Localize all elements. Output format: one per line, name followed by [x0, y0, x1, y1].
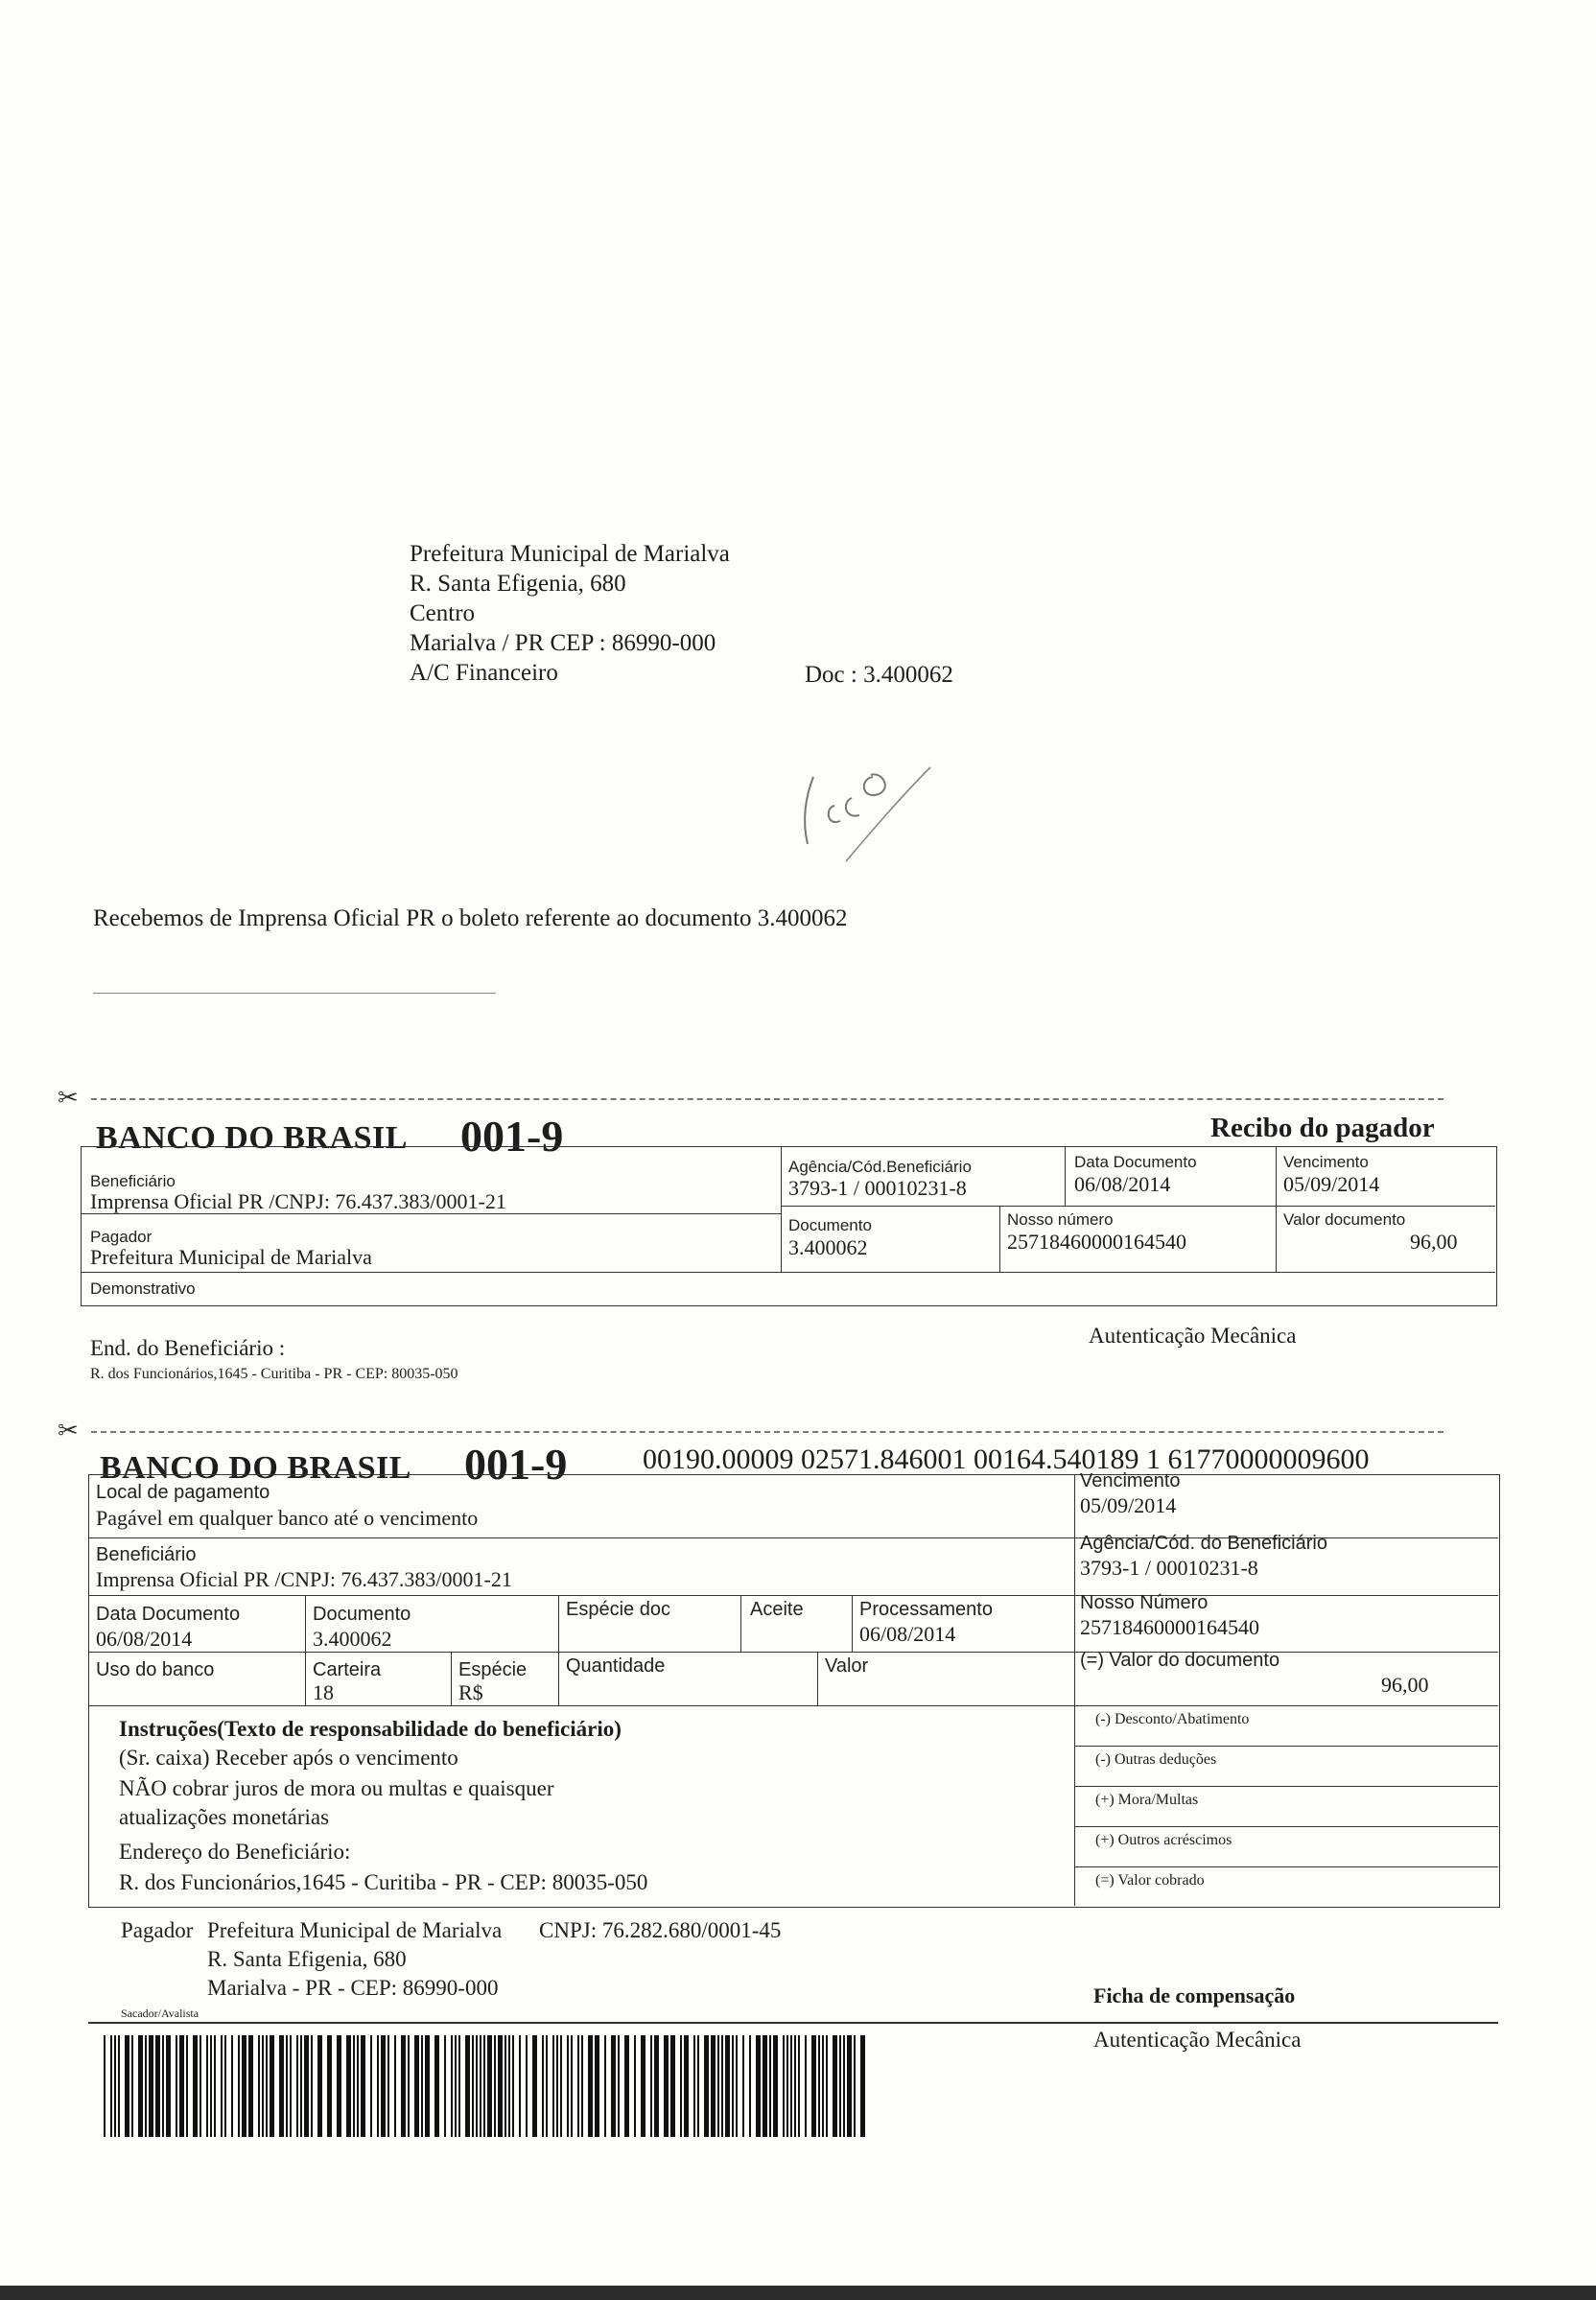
handwritten-signature	[777, 739, 950, 863]
receipt-statement: Recebemos de Imprensa Oficial PR o boleto referente ao documento 3.400062	[93, 905, 848, 931]
ficha-nosso-numero-label: Nosso Número	[1080, 1592, 1209, 1613]
barcode-bar	[337, 2035, 341, 2137]
barcode-bar	[451, 2035, 453, 2137]
barcode-bar	[854, 2035, 856, 2137]
barcode-bar	[763, 2035, 767, 2137]
ficha-instrucao-line: atualizações monetárias	[119, 1805, 330, 1829]
ficha-beneficiario-label: Beneficiário	[96, 1544, 197, 1565]
ficha-deducoes-label: (-) Outras deduções	[1095, 1751, 1217, 1768]
barcode-bar	[425, 2035, 430, 2137]
barcode-bar	[224, 2035, 226, 2137]
barcode-bar	[394, 2035, 396, 2137]
barcode-bar	[811, 2035, 816, 2137]
ficha-col	[558, 1595, 559, 1652]
addressee-attention: A/C Financeiro	[410, 660, 558, 686]
recibo-col-divider-4	[1276, 1146, 1277, 1272]
barcode-bar	[138, 2035, 143, 2137]
ficha-quantidade-label: Quantidade	[566, 1655, 666, 1677]
ficha-endereco: R. dos Funcionários,1645 - Curitiba - PR - CEP: 80035-050	[119, 1870, 648, 1894]
ficha-documento: 3.400062	[313, 1627, 392, 1651]
barcode-bar	[567, 2035, 569, 2137]
cut-line	[91, 1098, 1443, 1100]
barcode-bar	[155, 2035, 160, 2137]
barcode	[104, 2035, 873, 2137]
barcode-bar	[214, 2035, 216, 2137]
recibo-nosso-numero: 25718460000164540	[1007, 1230, 1186, 1254]
barcode-bar	[604, 2035, 606, 2137]
barcode-bar	[595, 2035, 599, 2137]
linha-digitavel: 00190.00009 02571.846001 00164.540189 1 61770000009600	[643, 1443, 1370, 1475]
barcode-bar	[483, 2035, 485, 2137]
ficha-right-row-8	[1074, 1866, 1498, 1867]
cut-line	[91, 1431, 1443, 1433]
barcode-bar	[571, 2035, 573, 2137]
recibo-valor-label: Valor documento	[1283, 1210, 1406, 1229]
barcode-bar	[704, 2035, 709, 2137]
barcode-bar	[110, 2035, 112, 2137]
recibo-bank-name: BANCO DO BRASIL	[96, 1120, 408, 1156]
scissors-icon: ✂	[58, 1084, 79, 1112]
barcode-bar	[786, 2035, 788, 2137]
ficha-uso-banco-label: Uso do banco	[96, 1659, 215, 1680]
barcode-bar	[353, 2035, 355, 2137]
ficha-pagador-city: Marialva - PR - CEP: 86990-000	[207, 1976, 499, 2000]
ficha-pagador-street: R. Santa Efigenia, 680	[207, 1947, 407, 1971]
barcode-bar	[693, 2035, 695, 2137]
barcode-bar	[262, 2035, 264, 2137]
ficha-mora-label: (+) Mora/Multas	[1095, 1792, 1199, 1808]
barcode-bar	[552, 2035, 554, 2137]
recibo-data-doc: 06/08/2014	[1074, 1172, 1171, 1196]
barcode-bar	[104, 2035, 106, 2137]
barcode-bar	[512, 2035, 514, 2137]
recibo-documento: 3.400062	[788, 1235, 868, 1259]
ficha-data-doc-label: Data Documento	[96, 1604, 241, 1625]
barcode-bar	[179, 2035, 184, 2137]
recibo-beneficiario: Imprensa Oficial PR /CNPJ: 76.437.383/0001-21	[90, 1189, 506, 1213]
recibo-autenticacao: Autenticação Mecânica	[1089, 1324, 1297, 1348]
barcode-bar	[377, 2035, 379, 2137]
ficha-beneficiario: Imprensa Oficial PR /CNPJ: 76.437.383/0001-21	[96, 1567, 512, 1591]
ficha-carteira: 18	[313, 1680, 334, 1704]
ficha-sacador-label: Sacador/Avalista	[121, 2007, 200, 2020]
recibo-agencia: 3793-1 / 00010231-8	[788, 1176, 967, 1200]
barcode-bar	[843, 2035, 845, 2137]
doc-number: Doc : 3.400062	[805, 662, 953, 688]
recibo-col-divider	[781, 1146, 782, 1272]
recibo-data-doc-label: Data Documento	[1074, 1153, 1197, 1171]
ficha-instrucao-line: (Sr. caixa) Receber após o vencimento	[119, 1746, 458, 1770]
barcode-bar	[847, 2035, 852, 2137]
ficha-especie-label: Espécie	[458, 1659, 528, 1680]
barcode-bar	[680, 2035, 682, 2137]
ficha-row-3	[88, 1652, 1498, 1653]
ficha-local-label: Local de pagamento	[96, 1482, 270, 1503]
barcode-bar	[721, 2035, 723, 2137]
ficha-especie-doc-label: Espécie doc	[566, 1599, 670, 1620]
ficha-acrescimos-label: (+) Outros acréscimos	[1095, 1832, 1232, 1848]
ficha-processamento: 06/08/2014	[859, 1622, 956, 1646]
recibo-agencia-label: Agência/Cód.Beneficiário	[788, 1158, 972, 1176]
recibo-pagador-label: Pagador	[90, 1228, 153, 1246]
barcode-bar	[650, 2035, 652, 2137]
ficha-pagador-label: Pagador	[121, 1918, 194, 1942]
barcode-bar	[826, 2035, 828, 2137]
ficha-vencimento-label: Vencimento	[1080, 1470, 1181, 1491]
barcode-bar	[317, 2035, 322, 2137]
barcode-bar	[749, 2035, 751, 2137]
ficha-bank-code: 001-9	[464, 1440, 568, 1489]
ficha-col	[558, 1652, 559, 1705]
barcode-bar	[519, 2035, 521, 2137]
recibo-valor: 96,00	[1410, 1230, 1458, 1254]
barcode-bar	[790, 2035, 792, 2137]
ficha-bottom-line	[88, 2022, 1498, 2024]
ficha-nosso-numero: 25718460000164540	[1080, 1615, 1259, 1639]
barcode-bar	[346, 2035, 351, 2137]
barcode-bar	[193, 2035, 198, 2137]
barcode-bar	[822, 2035, 824, 2137]
barcode-bar	[357, 2035, 359, 2137]
recibo-row-divider-right	[781, 1206, 1495, 1207]
barcode-bar	[311, 2035, 313, 2137]
barcode-bar	[414, 2035, 419, 2137]
ficha-instrucoes-title: Instruções(Texto de responsabilidade do beneficiário)	[119, 1717, 622, 1741]
barcode-bar	[131, 2035, 133, 2137]
barcode-bar	[162, 2035, 164, 2137]
barcode-bar	[279, 2035, 284, 2137]
barcode-bar	[498, 2035, 503, 2137]
barcode-bar	[266, 2035, 268, 2137]
barcode-bar	[304, 2035, 309, 2137]
ficha-bank-name: BANCO DO BRASIL	[100, 1450, 411, 1486]
barcode-bar	[783, 2035, 785, 2137]
ficha-vencimento: 05/09/2014	[1080, 1493, 1177, 1517]
ficha-col	[852, 1595, 853, 1652]
barcode-bar	[839, 2035, 841, 2137]
barcode-bar	[508, 2035, 510, 2137]
ficha-especie: R$	[458, 1680, 483, 1704]
barcode-bar	[166, 2035, 171, 2137]
barcode-bar	[238, 2035, 240, 2137]
ficha-endereco-label: Endereço do Beneficiário:	[119, 1840, 351, 1864]
barcode-bar	[186, 2035, 188, 2137]
barcode-bar	[732, 2035, 734, 2137]
ficha-processamento-label: Processamento	[859, 1599, 993, 1620]
ficha-carteira-label: Carteira	[313, 1659, 382, 1680]
ficha-aceite-label: Aceite	[750, 1599, 804, 1620]
barcode-bar	[742, 2035, 744, 2137]
barcode-bar	[546, 2035, 548, 2137]
barcode-bar	[664, 2035, 669, 2137]
ficha-col	[817, 1652, 818, 1705]
barcode-bar	[654, 2035, 659, 2137]
recibo-pagador: Prefeitura Municipal de Marialva	[90, 1245, 372, 1269]
ficha-right-row-5	[1074, 1746, 1498, 1747]
barcode-bar	[588, 2035, 593, 2137]
recibo-documento-label: Documento	[788, 1216, 872, 1234]
barcode-bar	[725, 2035, 730, 2137]
ficha-right-row-6	[1074, 1786, 1498, 1787]
barcode-bar	[290, 2035, 292, 2137]
barcode-bar	[300, 2035, 302, 2137]
barcode-bar	[327, 2035, 332, 2137]
barcode-bar	[717, 2035, 719, 2137]
recibo-end-label: End. do Beneficiário :	[90, 1336, 286, 1360]
ficha-cobrado-label: (=) Valor cobrado	[1095, 1872, 1205, 1889]
barcode-bar	[769, 2035, 771, 2137]
ficha-right-row-7	[1074, 1826, 1498, 1827]
recibo-col-divider-2	[1065, 1146, 1066, 1206]
barcode-bar	[697, 2035, 699, 2137]
ficha-row-2	[88, 1595, 1498, 1596]
barcode-bar	[149, 2035, 153, 2137]
barcode-bar	[618, 2035, 620, 2137]
barcode-bar	[248, 2035, 253, 2137]
barcode-bar	[505, 2035, 506, 2137]
barcode-bar	[458, 2035, 460, 2137]
ficha-compensacao-label: Ficha de compensação	[1093, 1983, 1296, 2007]
barcode-bar	[860, 2035, 865, 2137]
barcode-bar	[210, 2035, 212, 2137]
barcode-bar	[286, 2035, 288, 2137]
barcode-bar	[387, 2035, 389, 2137]
barcode-bar	[480, 2035, 481, 2137]
addressee-name: Prefeitura Municipal de Marialva	[410, 541, 730, 567]
barcode-bar	[125, 2035, 129, 2137]
ficha-pagador-cnpj: CNPJ: 76.282.680/0001-45	[539, 1918, 782, 1942]
ficha-local: Pagável em qualquer banco até o vencimento	[96, 1506, 479, 1530]
barcode-bar	[556, 2035, 558, 2137]
barcode-bar	[756, 2035, 761, 2137]
barcode-bar	[526, 2035, 528, 2137]
barcode-bar	[670, 2035, 675, 2137]
ficha-col	[451, 1652, 452, 1705]
recibo-demonstrativo-label: Demonstrativo	[90, 1279, 196, 1298]
barcode-bar	[118, 2035, 120, 2137]
recibo-col-divider-3	[999, 1206, 1000, 1272]
barcode-bar	[401, 2035, 406, 2137]
ficha-col	[305, 1595, 306, 1652]
barcode-bar	[370, 2035, 372, 2137]
barcode-bar	[472, 2035, 474, 2137]
ficha-row-4	[88, 1705, 1498, 1706]
barcode-bar	[361, 2035, 365, 2137]
ficha-col	[740, 1595, 741, 1652]
barcode-bar	[408, 2035, 410, 2137]
ficha-col	[305, 1652, 306, 1705]
barcode-bar	[560, 2035, 562, 2137]
barcode-bar	[231, 2035, 233, 2137]
ficha-desconto-label: (-) Desconto/Abatimento	[1095, 1711, 1250, 1727]
barcode-bar	[581, 2035, 583, 2137]
recibo-vencimento: 05/09/2014	[1283, 1172, 1380, 1196]
ficha-valor-doc: 96,00	[1381, 1673, 1429, 1697]
barcode-bar	[381, 2035, 386, 2137]
barcode-bar	[221, 2035, 223, 2137]
ficha-instrucao-line: NÃO cobrar juros de mora ou multas e quaisquer	[119, 1776, 554, 1800]
barcode-bar	[736, 2035, 738, 2137]
recibo-title: Recibo do pagador	[1210, 1113, 1435, 1143]
recibo-nosso-numero-label: Nosso número	[1007, 1210, 1114, 1229]
barcode-bar	[634, 2035, 636, 2137]
scissors-icon: ✂	[58, 1417, 79, 1444]
signature-line	[93, 993, 496, 994]
barcode-bar	[455, 2035, 457, 2137]
scan-edge	[0, 2286, 1596, 2300]
barcode-bar	[818, 2035, 820, 2137]
addressee-block	[410, 539, 730, 688]
ficha-valor-label: Valor	[825, 1655, 869, 1677]
ficha-documento-label: Documento	[313, 1604, 411, 1625]
ficha-agencia: 3793-1 / 00010231-8	[1080, 1556, 1258, 1580]
barcode-bar	[434, 2035, 439, 2137]
barcode-bar	[494, 2035, 496, 2137]
barcode-bar	[532, 2035, 537, 2137]
recibo-vencimento-label: Vencimento	[1283, 1153, 1369, 1171]
barcode-bar	[641, 2035, 645, 2137]
barcode-bar	[242, 2035, 246, 2137]
ficha-right-column-divider	[1074, 1474, 1075, 1906]
ficha-agencia-label: Agência/Cód. do Beneficiário	[1080, 1533, 1327, 1554]
recibo-bank-code: 001-9	[460, 1112, 564, 1161]
barcode-bar	[684, 2035, 689, 2137]
barcode-bar	[114, 2035, 116, 2137]
ficha-data-doc: 06/08/2014	[96, 1627, 193, 1651]
barcode-bar	[176, 2035, 177, 2137]
barcode-bar	[805, 2035, 807, 2137]
barcode-bar	[577, 2035, 579, 2137]
barcode-bar	[487, 2035, 492, 2137]
addressee-street: R. Santa Efigenia, 680	[410, 571, 626, 597]
recibo-row-divider-2	[81, 1272, 1495, 1273]
barcode-bar	[542, 2035, 544, 2137]
recibo-beneficiario-label: Beneficiário	[90, 1172, 176, 1190]
ficha-autenticacao: Autenticação Mecânica	[1093, 2028, 1302, 2052]
barcode-bar	[833, 2035, 837, 2137]
barcode-bar	[258, 2035, 260, 2137]
addressee-district: Centro	[410, 600, 476, 626]
barcode-bar	[773, 2035, 778, 2137]
barcode-bar	[476, 2035, 478, 2137]
ficha-valor-doc-label: (=) Valor do documento	[1080, 1650, 1280, 1671]
addressee-city: Marialva / PR CEP : 86990-000	[410, 630, 716, 656]
barcode-bar	[200, 2035, 201, 2137]
barcode-bar	[624, 2035, 629, 2137]
recibo-end: R. dos Funcionários,1645 - Curitiba - PR - CEP: 80035-050	[90, 1366, 458, 1382]
barcode-bar	[611, 2035, 616, 2137]
barcode-bar	[465, 2035, 470, 2137]
barcode-bar	[798, 2035, 800, 2137]
barcode-bar	[711, 2035, 716, 2137]
barcode-bar	[444, 2035, 446, 2137]
barcode-bar	[296, 2035, 298, 2137]
barcode-bar	[145, 2035, 147, 2137]
barcode-bar	[421, 2035, 423, 2137]
barcode-bar	[206, 2035, 208, 2137]
barcode-bar	[794, 2035, 796, 2137]
barcode-bar	[270, 2035, 274, 2137]
ficha-pagador: Prefeitura Municipal de Marialva	[207, 1918, 503, 1942]
